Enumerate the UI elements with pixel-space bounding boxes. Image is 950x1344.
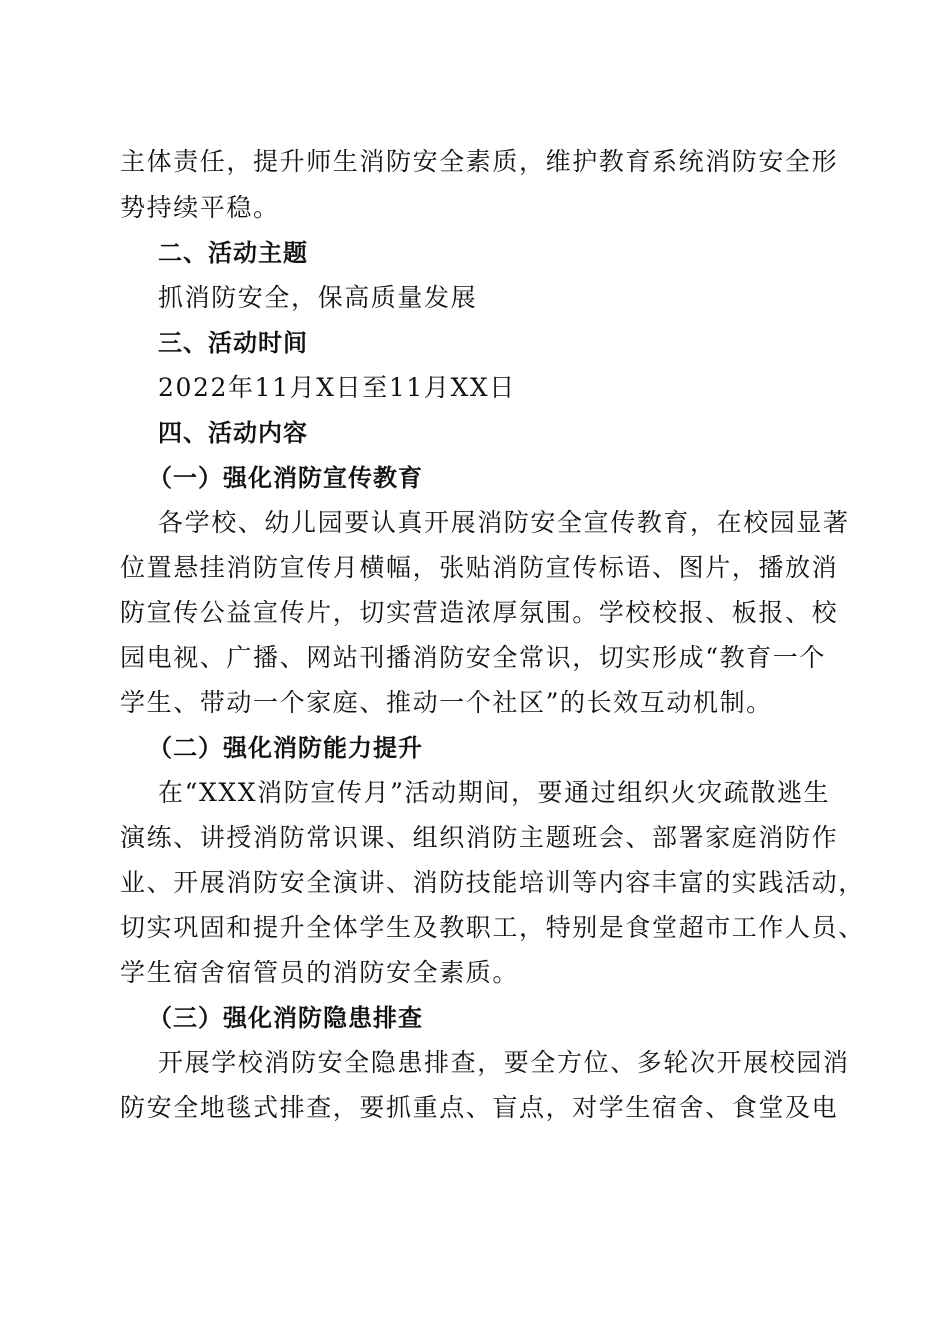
paragraph-line: 2022年11月X日至11月XX日: [158, 373, 516, 402]
paragraph-line: 主体责任，提升师生消防安全素质，维护教育系统消防安全形: [120, 147, 839, 176]
paragraph-line: 切实巩固和提升全体学生及教职工，特别是食堂超市工作人员、: [120, 913, 865, 942]
paragraph-line: 园电视、广播、网站刊播消防安全常识，切实形成“教育一个: [120, 643, 826, 672]
paragraph-line: 学生宿舍宿管员的消防安全素质。: [120, 958, 520, 987]
paragraph-line: 在“XXX消防宣传月”活动期间，要通过组织火灾疏散逃生: [158, 778, 831, 807]
section-heading-theme: 二、活动主题: [158, 239, 308, 267]
paragraph-line: 业、开展消防安全演讲、消防技能培训等内容丰富的实践活动，: [120, 868, 865, 897]
section-heading-time: 三、活动时间: [158, 329, 308, 357]
paragraph-line: 抓消防安全，保高质量发展: [158, 283, 478, 312]
paragraph-line: 演练、讲授消防常识课、组织消防主题班会、部署家庭消防作: [120, 823, 839, 852]
subsection-heading-publicity: （一）强化消防宣传教育: [148, 463, 423, 492]
paragraph-line: 防安全地毯式排查，要抓重点、盲点，对学生宿舍、食堂及电: [120, 1093, 839, 1122]
section-heading-content: 四、活动内容: [158, 419, 308, 447]
paragraph-line: 势持续平稳。: [120, 193, 280, 222]
paragraph-line: 学生、带动一个家庭、推动一个社区”的长效互动机制。: [120, 688, 773, 717]
paragraph-line: 各学校、幼儿园要认真开展消防安全宣传教育，在校园显著: [158, 508, 850, 537]
subsection-heading-ability: （二）强化消防能力提升: [148, 733, 423, 762]
paragraph-line: 开展学校消防安全隐患排查，要全方位、多轮次开展校园消: [158, 1048, 850, 1077]
paragraph-line: 位置悬挂消防宣传月横幅，张贴消防宣传标语、图片，播放消: [120, 553, 839, 582]
subsection-heading-hazard: （三）强化消防隐患排查: [148, 1003, 423, 1032]
paragraph-line: 防宣传公益宣传片，切实营造浓厚氛围。学校校报、板报、校: [120, 598, 839, 627]
